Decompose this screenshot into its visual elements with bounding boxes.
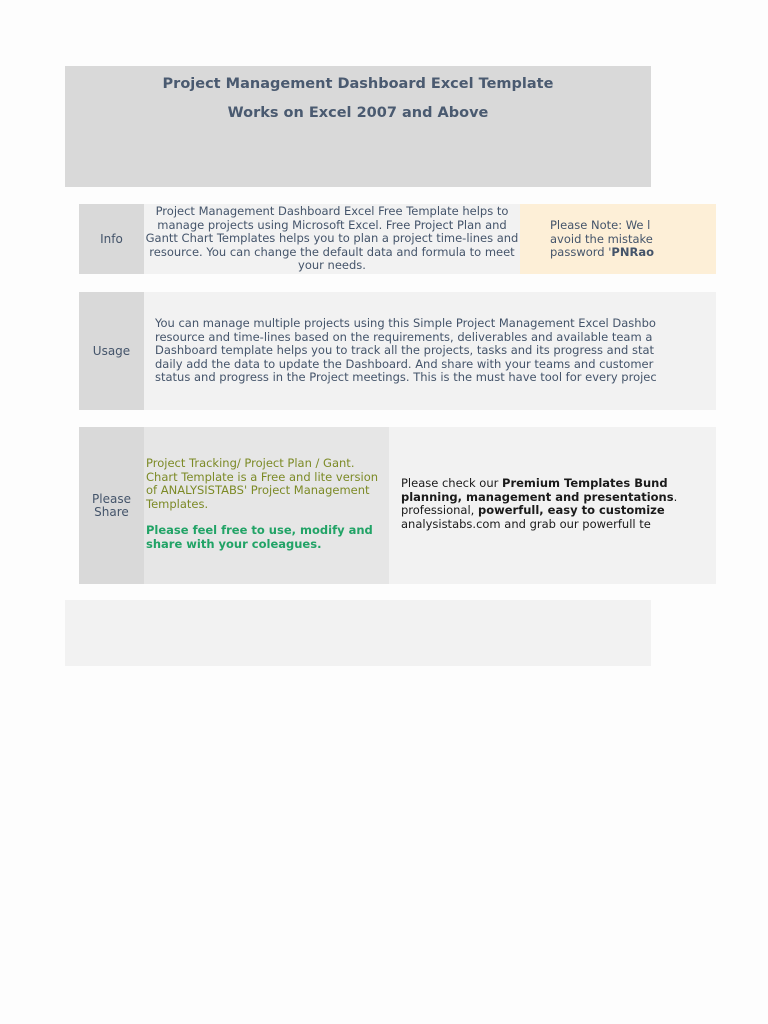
share-left-text <box>144 427 389 584</box>
page-subtitle: Works on Excel 2007 and Above <box>227 105 489 121</box>
info-text <box>144 204 520 274</box>
share-right-text <box>389 427 716 584</box>
usage-line-5: status and progress in the Project meetings. This is the must have tool for every projec <box>155 370 657 384</box>
usage-line-3: Dashboard template helps you to track all the projects, tasks and its progress and stat <box>155 343 655 357</box>
info-row <box>79 204 716 274</box>
footer-block <box>65 600 651 666</box>
share-label-line-2: Share <box>94 504 129 519</box>
info-description: Project Management Dashboard Excel Free Template helps to manage projects using Microsoft Excel. Free Project Plan and Gantt Chart Templates helps you to plan a project time-lines and resource. You can change the default data and formula to meet your needs. <box>145 204 519 273</box>
usage-line-1: You can manage multiple projects using this Simple Project Management Excel Dashbo <box>155 316 656 330</box>
share-right-line-3 <box>401 503 665 518</box>
premium-templates-text: Premium Templates Bund <box>502 476 668 490</box>
share-row <box>79 427 716 584</box>
info-note <box>520 204 716 274</box>
info-note-line-3 <box>550 246 652 260</box>
info-note-line-2: avoid the mistake <box>550 231 653 246</box>
usage-label: Usage <box>79 292 144 410</box>
share-description: Project Tracking/ Project Plan / Gant. Chart Template is a Free and lite version of ANALYSISTABS' Project Management Templates. <box>146 456 379 511</box>
usage-line-2: resource and time-lines based on the requirements, deliverables and available team a <box>155 329 653 344</box>
share-label-line-1: Please <box>92 491 131 506</box>
planning-text: planning, management and presentations <box>401 489 674 504</box>
share-right-line-1 <box>401 476 668 491</box>
page-title: Project Management Dashboard Excel Template <box>162 76 554 92</box>
share-cta: Please feel free to use, modify and share with your coleagues. <box>146 523 373 551</box>
share-right-line-3-prefix: professional, <box>401 503 478 517</box>
usage-line-4: daily add the data to update the Dashboard. And share with your teams and customer <box>155 356 654 371</box>
share-right-line-1-prefix: Please check our <box>401 476 503 490</box>
info-note-password: PNRao <box>611 245 654 259</box>
customize-text: powerfull, easy to customize <box>478 503 665 517</box>
usage-text <box>144 292 716 410</box>
share-label <box>79 427 144 584</box>
share-right-line-2-suffix: . <box>673 489 678 504</box>
title-banner <box>65 66 651 187</box>
info-label: Info <box>79 204 144 274</box>
share-right-line-2 <box>401 489 678 505</box>
info-note-line-1: Please Note: We l <box>550 218 651 232</box>
share-right-line-4: analysistabs.com and grab our powerfull te <box>401 516 651 531</box>
info-note-password-prefix: password ' <box>550 245 612 259</box>
usage-row <box>79 292 716 410</box>
